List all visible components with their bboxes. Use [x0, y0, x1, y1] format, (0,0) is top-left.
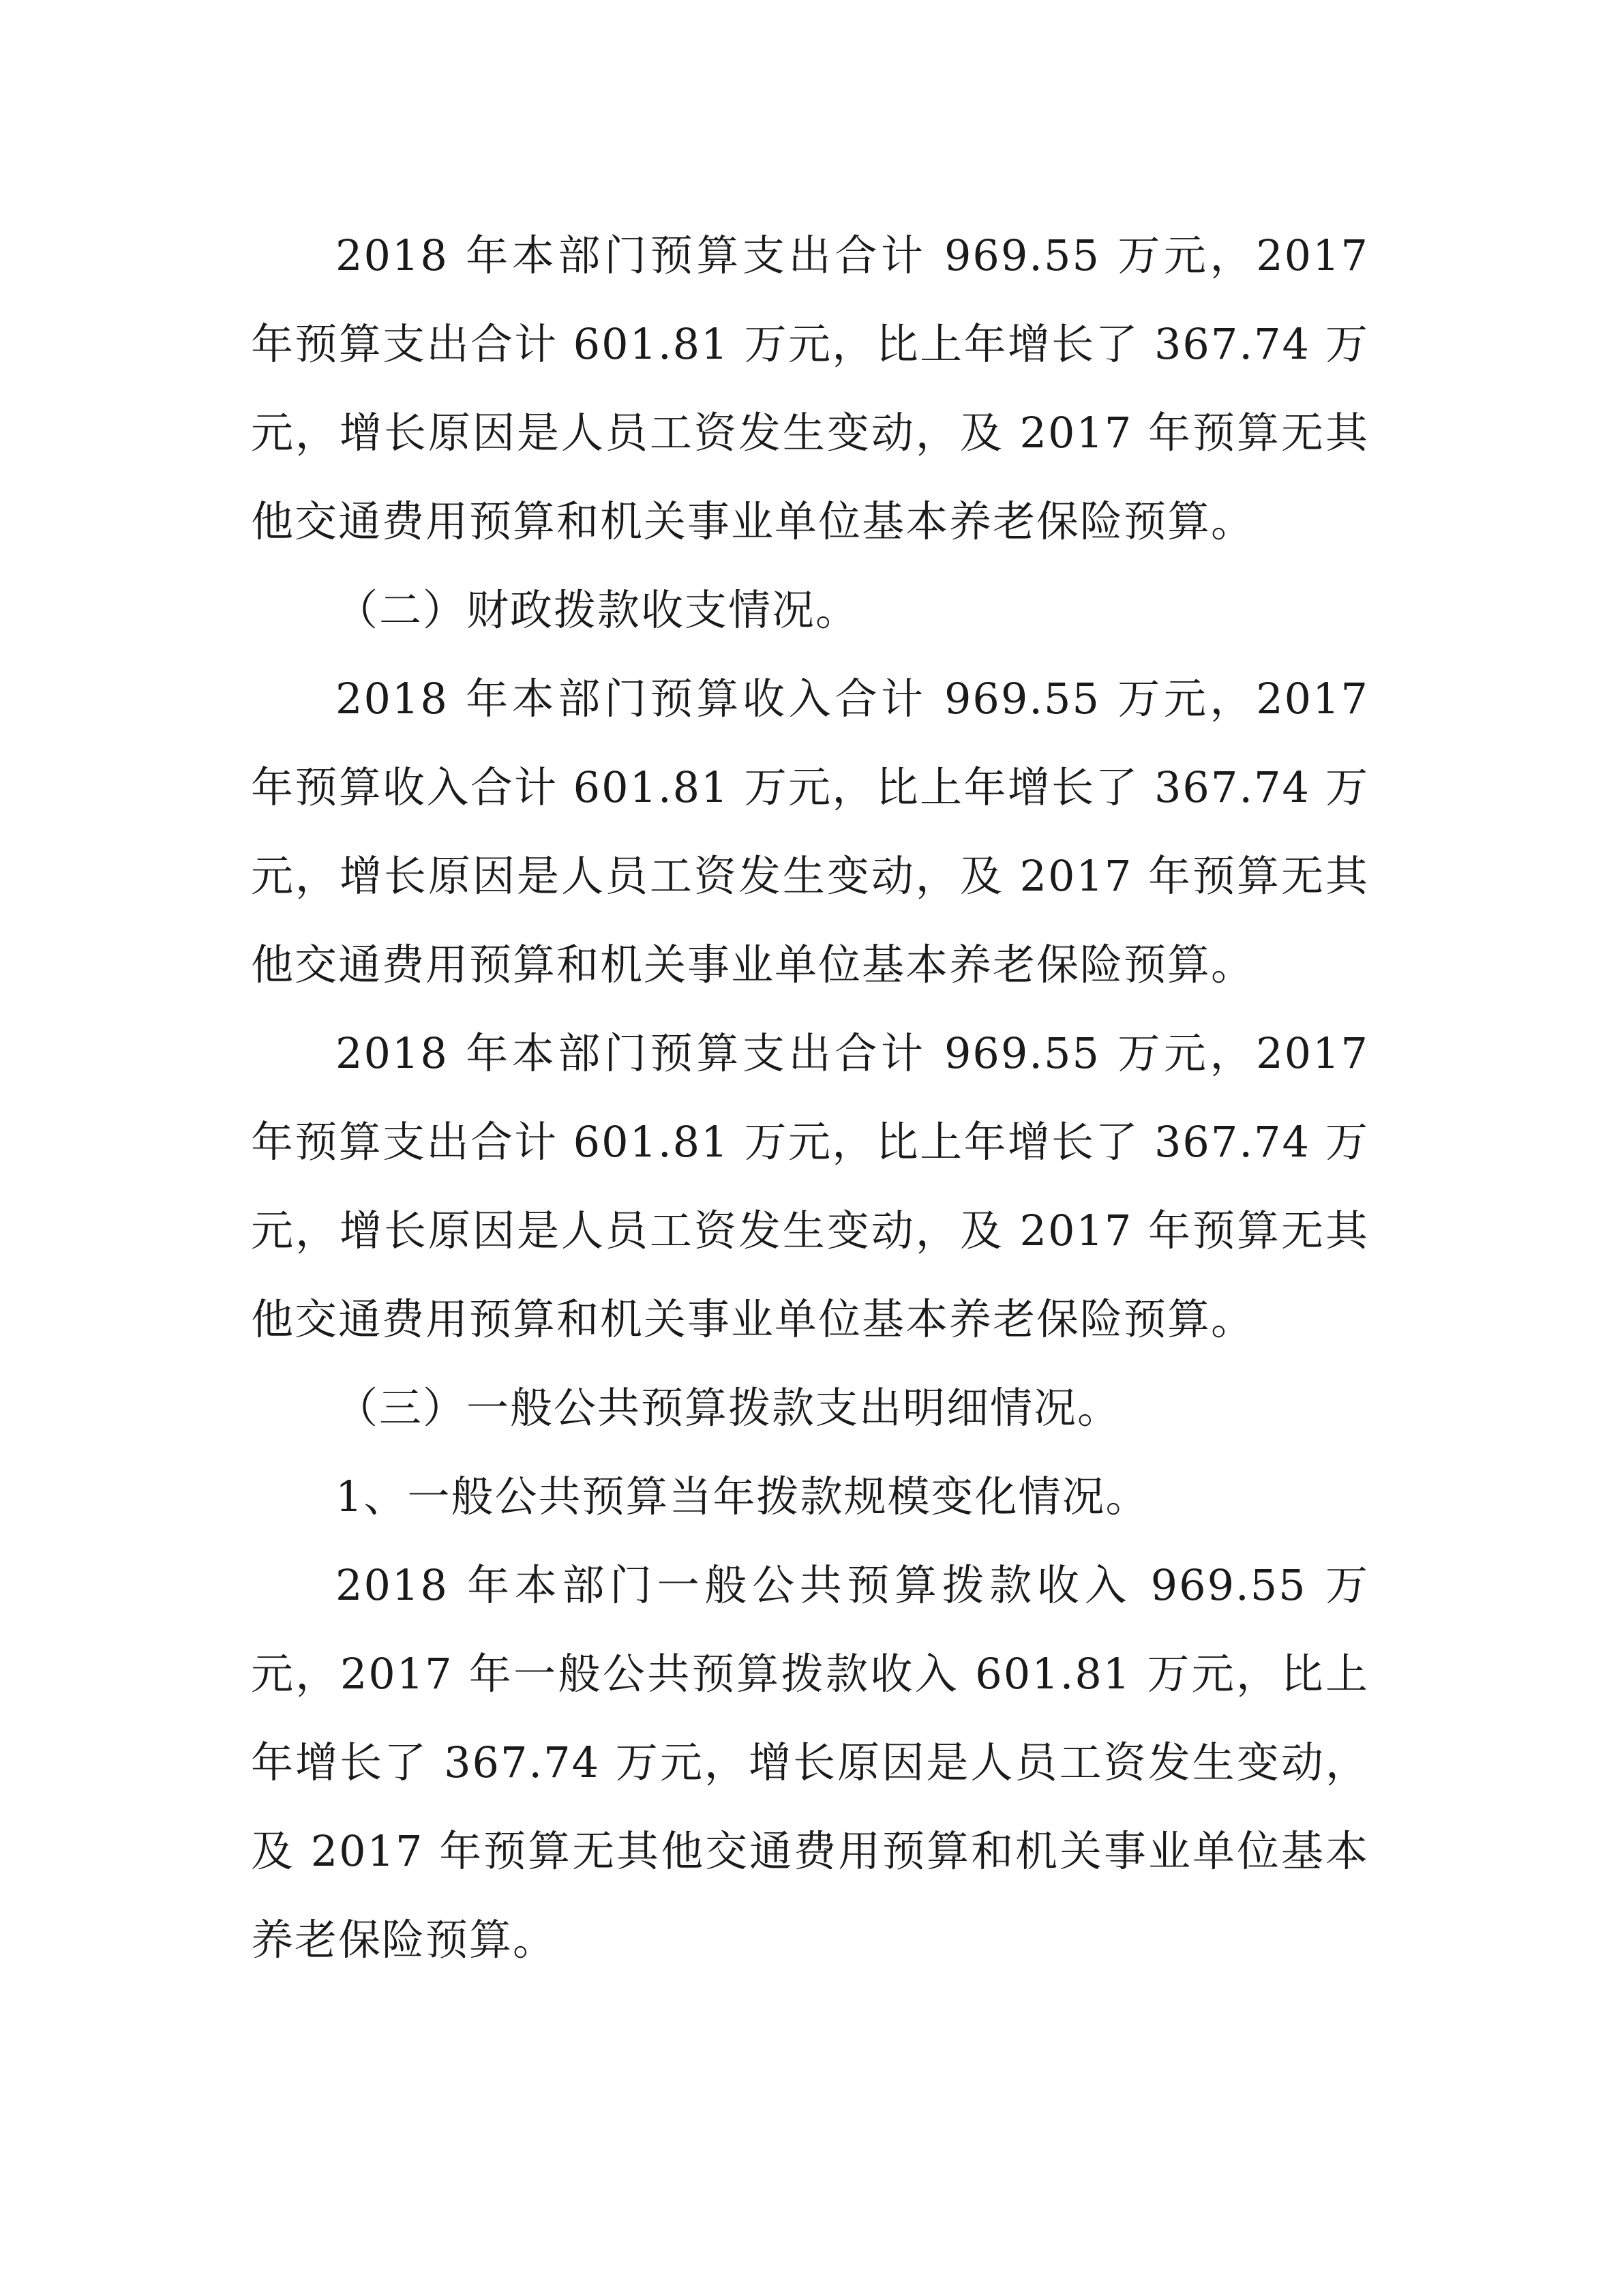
section-heading-general-public-budget: （三）一般公共预算拨款支出明细情况。	[335, 1383, 1122, 1433]
paragraph-general-budget-income: 2018 年本部门一般公共预算拨款收入 969.55 万元，2017 年一般公共预算拨款收入 601.81 万元，比上年增长了 367.74 万元，增长原因是人员工资发生变动，及 2017 年预算无其他交通费用预算和机关事业单位基本养老保险预算。	[251, 1560, 1369, 1965]
document-body	[251, 211, 1369, 1984]
paragraph-income-total: 2018 年本部门预算收入合计 969.55 万元，2017 年预算收入合计 601.81 万元，比上年增长了 367.74 万元，增长原因是人员工资发生变动，及 2017 年预算无其他交通费用预算和机关事业单位基本养老保险预算。	[251, 674, 1369, 989]
subsection-heading-scale-change: 1、一般公共预算当年拨款规模变化情况。	[335, 1472, 1150, 1521]
section-heading-fiscal-appropriation: （二）财政拨款收支情况。	[335, 585, 860, 635]
paragraph-expenditure-total-repeat: 2018 年本部门预算支出合计 969.55 万元，2017 年预算支出合计 601.81 万元，比上年增长了 367.74 万元，增长原因是人员工资发生变动，及 2017 年预算无其他交通费用预算和机关事业单位基本养老保险预算。	[251, 1028, 1369, 1344]
paragraph-expenditure-total: 2018 年本部门预算支出合计 969.55 万元，2017 年预算支出合计 601.81 万元，比上年增长了 367.74 万元，增长原因是人员工资发生变动，及 2017 年预算无其他交通费用预算和机关事业单位基本养老保险预算。	[251, 230, 1369, 546]
